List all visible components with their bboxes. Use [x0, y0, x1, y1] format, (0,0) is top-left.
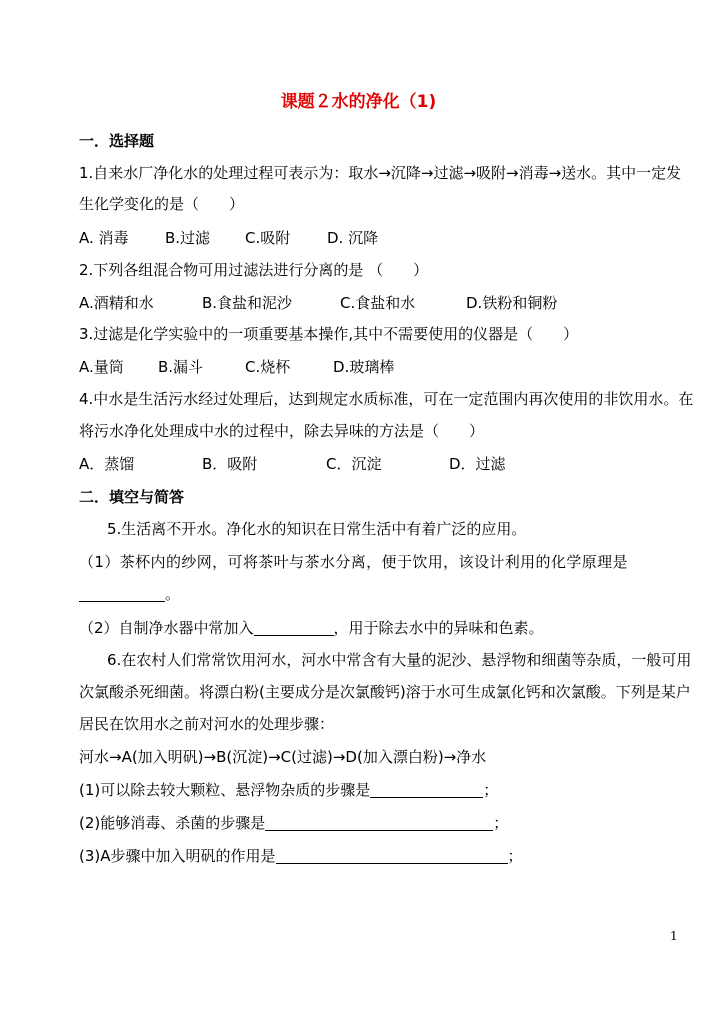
question-2-line-1: 2.下列各组混合物可用过滤法进行分离的是 （ ） — [79, 261, 429, 279]
option-d: D.玻璃棒 — [333, 358, 395, 376]
option-c: C.食盐和水 — [340, 294, 416, 312]
punctuation: 。 — [165, 585, 181, 603]
question-6-step-2 — [79, 813, 508, 833]
answer-blank[interactable] — [276, 848, 508, 864]
page-number: 1 — [670, 929, 678, 943]
option-b: B.食盐和泥沙 — [202, 294, 293, 312]
question-6-line-2: 次氯酸杀死细菌。将漂白粉(主要成分是次氯酸钙)溶于水可生成氯化钙和次氯酸。下列是某户 — [79, 683, 691, 701]
part-2-tail: ，用于除去水中的异味和色素。 — [333, 619, 544, 637]
section-heading-choice: 一．选择题 — [79, 132, 155, 150]
question-5-part-1: （1）茶杯内的纱网，可将茶叶与茶水分离，便于饮用，该设计利用的化学原理是 — [79, 553, 628, 571]
option-b: B．吸附 — [202, 455, 258, 473]
question-1-options — [79, 228, 378, 248]
question-6-line-1: 6.在农村人们常常饮用河水，河水中常含有大量的泥沙、悬浮物和细菌等杂质，一般可用 — [107, 651, 692, 669]
answer-blank[interactable] — [254, 620, 334, 636]
answer-blank[interactable] — [79, 586, 165, 602]
question-3-options — [79, 357, 394, 377]
question-4-line-1: 4.中水是生活污水经过处理后，达到规定水质标准，可在一定范围内再次使用的非饮用水。在 — [79, 390, 694, 408]
answer-blank[interactable] — [370, 782, 483, 798]
page-title: 课题２水的净化（1) — [280, 92, 437, 112]
answer-blank[interactable] — [265, 815, 493, 831]
question-5-part-2 — [79, 618, 544, 638]
option-c: C.烧杯 — [245, 358, 291, 376]
option-c: C.吸附 — [245, 229, 291, 247]
punctuation: ； — [507, 847, 523, 865]
question-2-options — [79, 293, 557, 313]
question-6-step-3 — [79, 846, 523, 866]
question-6-line-3: 居民在饮用水之前对河水的处理步骤： — [79, 715, 335, 733]
question-6-step-1 — [79, 780, 498, 800]
option-a: A.量筒 — [79, 358, 124, 376]
option-d: D. 沉降 — [327, 229, 379, 247]
punctuation: ； — [493, 814, 509, 832]
question-4-line-2: 将污水净化处理成中水的过程中，除去异味的方法是（ ） — [79, 422, 485, 440]
option-d: D.铁粉和铜粉 — [466, 294, 558, 312]
question-1-line-2: 生化学变化的是（ ） — [79, 195, 245, 213]
option-a: A．蒸馏 — [79, 455, 135, 473]
question-3-line-1: 3.过滤是化学实验中的一项重要基本操作,其中不需要使用的仪器是（ ） — [79, 325, 579, 343]
option-a: A.酒精和水 — [79, 294, 154, 312]
section-heading-fill: 二．填空与简答 — [79, 488, 185, 506]
option-b: B.漏斗 — [158, 358, 204, 376]
step-1-label: (1)可以除去较大颗粒、悬浮物杂质的步骤是 — [79, 781, 371, 799]
question-5-part-1-answer — [79, 584, 180, 604]
option-c: C．沉淀 — [326, 455, 382, 473]
question-6-flow: 河水→A(加入明矾)→B(沉淀)→C(过滤)→D(加入漂白粉)→净水 — [79, 748, 487, 766]
question-1-line-1: 1.自来水厂净化水的处理过程可表示为：取水→沉降→过滤→吸附→消毒→送水。其中一定发 — [79, 164, 682, 182]
question-5-intro: 5.生活离不开水。净化水的知识在日常生活中有着广泛的应用。 — [107, 520, 527, 538]
option-b: B.过滤 — [165, 229, 211, 247]
punctuation: ； — [483, 781, 499, 799]
step-3-label: (3)A步骤中加入明矾的作用是 — [79, 847, 276, 865]
question-4-options — [79, 454, 506, 474]
option-d: D．过滤 — [449, 455, 506, 473]
part-2-label: （2）自制净水器中常加入 — [79, 619, 254, 637]
step-2-label: (2)能够消毒、杀菌的步骤是 — [79, 814, 266, 832]
option-a: A. 消毒 — [79, 229, 129, 247]
